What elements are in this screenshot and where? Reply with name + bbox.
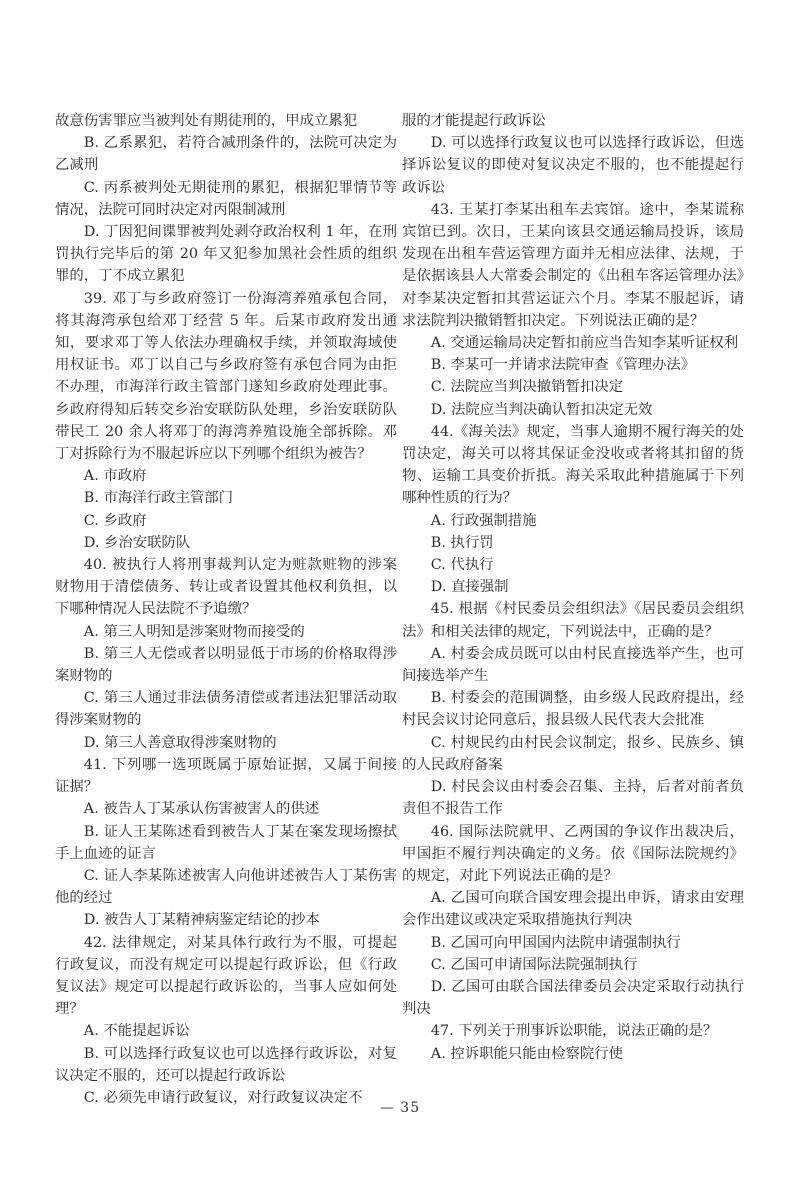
answer-option: B. 市海洋行政主管部门	[83, 490, 234, 507]
answer-option: B. 可以选择行政复议也可以选择行政诉讼，对复议决定不服的，还可以提起行政诉讼	[55, 1045, 397, 1084]
question-stem: 46. 国际法院就甲、乙两国的争议作出裁决后，甲国拒不履行判决确定的义务。依《国际法院规约》的规定，对此下列说法正确的是？	[402, 823, 744, 884]
question-stem: 39. 邓丁与乡政府签订一份海湾养殖承包合同，将其海湾承包给邓丁经营 5 年。后某市政府发出通知，要求邓丁等人依法办理确权手续，并领取海域使用权证书。邓丁以自己与乡政府签有承包合同为由拒不办理，市海洋行政主管部门遂知乡政府处理此事。乡政府得知后转交乡治安联防队处理，乡治安联防队带民工 20 余人将邓丁的海湾养殖设施全部拆除。邓丁对拆除行为不服起诉应以下列哪个组织为被告？	[55, 290, 397, 463]
answer-option: C. 乙国可申请国际法院强制执行	[430, 956, 638, 973]
answer-option: B. 乙系累犯，若符合减刑条件的，法院可决定为乙减刑	[55, 135, 397, 174]
answer-option: D. 被告人丁某精神病鉴定结论的抄本	[83, 912, 320, 929]
question-stem: 45. 根据《村民委员会组织法》《居民委员会组织法》和相关法律的规定，下列说法中，正确的是？	[402, 601, 744, 640]
answer-option: A. 第三人明知是涉案财物而接受的	[83, 623, 305, 640]
answer-option: A. 交通运输局决定暂扣前应当告知李某听证权利	[430, 335, 739, 352]
question-stem: 40. 被执行人将刑事裁判认定为赃款赃物的涉案财物用于清偿债务、转让或者设置其他权利负担，以下哪种情况人民法院不予追缴？	[55, 557, 397, 618]
answer-option: B. 乙国可向甲国国内法院申请强制执行	[430, 934, 681, 951]
answer-option: C. 丙系被判处无期徒刑的累犯，根据犯罪情节等情况，法院可同时决定对丙限制减刑	[55, 179, 397, 218]
answer-option: A. 控诉职能只能由检察院行使	[430, 1045, 624, 1062]
answer-option: D. 丁因犯间谍罪被判处剥夺政治权利 1 年，在刑罚执行完毕后的第 20 年又犯参加黑社会性质的组织罪的，丁不成立累犯	[55, 224, 397, 285]
answer-option: D. 村民会议由村委会召集、主持，后者对前者负责但不报告工作	[402, 779, 744, 818]
answer-option: D. 法院应当判决确认暂扣决定无效	[430, 401, 653, 418]
question-stem: 44.《海关法》规定，当事人逾期不履行海关的处罚决定，海关可以将其保证金没收或者将其扣留的货物、运输工具变价折抵。海关采取此种措施属于下列哪种性质的行为？	[402, 423, 744, 507]
answer-option: D. 乡治安联防队	[83, 534, 191, 551]
question-stem: 41. 下列哪一选项既属于原始证据，又属于间接证据？	[55, 756, 397, 796]
page-number: — 35	[379, 1100, 421, 1116]
answer-option: D. 直接强制	[430, 579, 509, 596]
answer-option: D. 可以选择行政复议也可以选择行政诉讼，但选择诉讼复议的即使对复议决定不服的，也不能提起行政诉讼	[402, 135, 744, 196]
answer-option: B. 李某可一并请求法院审查《管理办法》	[430, 357, 696, 374]
right-column	[402, 110, 744, 1065]
continued-text: 服的才能提起行政诉讼	[402, 113, 546, 129]
answer-option: B. 村委会的范围调整，由乡级人民政府提出，经村民会议讨论同意后，报县级人民代表大会批准	[402, 690, 744, 729]
question-stem: 43. 王某打李某出租车去宾馆。途中，李某谎称宾馆已到。次日，王某向该县交通运输局投诉，该局发现在出租车营运管理方面并无相应法律、法规，于是依据该县人大常委会制定的《出租车客运管理办法》对李某决定暂扣其营运证六个月。李某不服起诉，请求法院判决撤销暂扣决定。下列说法正确的是？	[402, 201, 744, 329]
answer-option: A. 不能提起诉讼	[83, 1023, 190, 1040]
continued-text: 故意伤害罪应当被判处有期徒刑的，甲成立累犯	[55, 113, 358, 129]
answer-option: D. 乙国可由联合国法律委员会决定采取行动执行判决	[402, 978, 744, 1018]
answer-option: C. 村规民约由村民会议制定，报乡、民族乡、镇的人民政府备案	[402, 734, 744, 773]
question-stem: 47. 下列关于刑事诉讼职能，说法正确的是？	[430, 1023, 718, 1040]
answer-option: A. 村委会成员既可以由村民直接选举产生，也可间接选举产生	[402, 645, 744, 685]
answer-option: B. 证人王某陈述看到被告人丁某在案发现场擦拭手上血迹的证言	[55, 823, 397, 862]
left-column	[55, 110, 397, 1109]
answer-option: A. 行政强制措施	[430, 512, 537, 529]
answer-option: B. 第三人无偿或者以明显低于市场的价格取得涉案财物的	[55, 645, 397, 685]
answer-option: B. 执行罚	[430, 534, 494, 551]
answer-option: C. 第三人通过非法债务清偿或者违法犯罪活动取得涉案财物的	[55, 690, 397, 729]
answer-option: C. 代执行	[430, 557, 494, 574]
answer-option: C. 法院应当判决撤销暂扣决定	[430, 379, 624, 396]
answer-option: A. 市政府	[83, 468, 147, 485]
answer-option: A. 被告人丁某承认伤害被害人的供述	[83, 801, 320, 818]
answer-option: C. 必须先申请行政复议，对行政复议决定不	[83, 1089, 363, 1106]
question-stem: 42. 法律规定，对某具体行政行为不服，可提起行政复议，而没有规定可以提起行政诉讼，但《行政复议法》规定可以提起行政诉讼的，当事人应如何处理？	[55, 934, 397, 1018]
answer-option: A. 乙国可向联合国安理会提出申诉，请求由安理会作出建议或决定采取措施执行判决	[402, 890, 744, 929]
answer-option: D. 第三人善意取得涉案财物的	[83, 734, 277, 751]
answer-option: C. 乡政府	[83, 512, 147, 529]
answer-option: C. 证人李某陈述被害人向他讲述被告人丁某伤害他的经过	[55, 867, 397, 907]
